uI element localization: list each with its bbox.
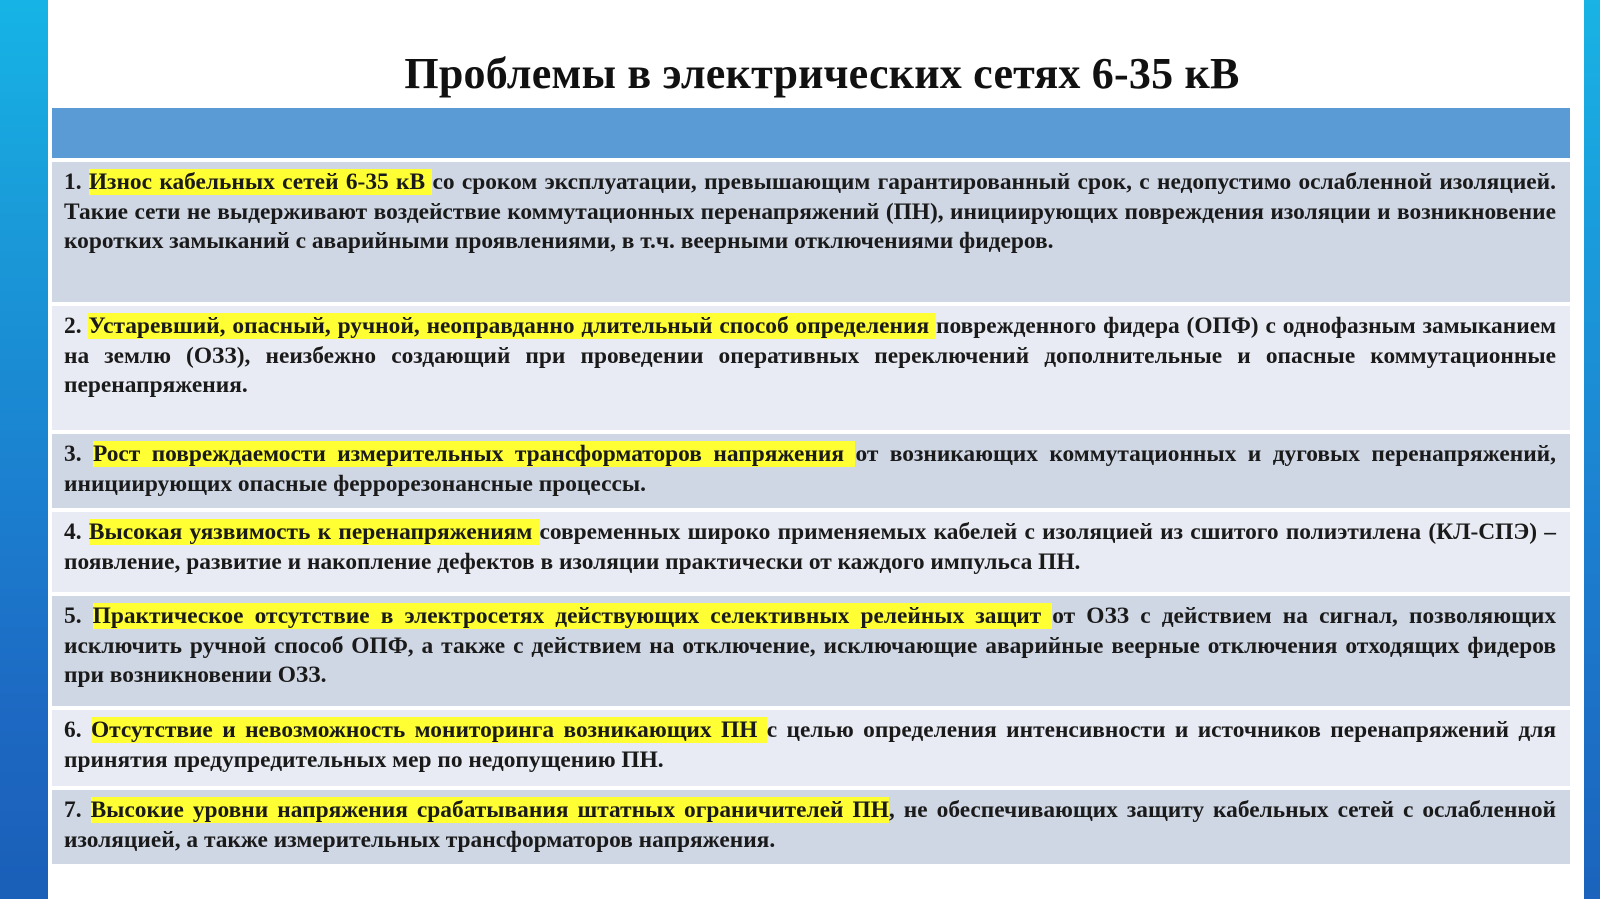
left-decor-band xyxy=(0,0,48,899)
item-text: , не обеспечивающих защиту кабельных сетей с ослабленной изоляцией, а также измерительных трансформаторов напряжения. xyxy=(64,797,1557,853)
item-highlight: Устаревший, опасный, ручной, неоправданно длительный способ определения xyxy=(88,313,937,339)
item-text: со сроком эксплуатации, превышающим гарантированный срок, с недопустимо ослабленной изоляцией. Такие сети не выдерживают воздействие коммутационных перенапряжений (ПН), инициирующих повреждения изоляции и возникновение коротких замыканий с аварийными проявлениями, в т.ч. веерными отключениями фидеров. xyxy=(64,169,1556,254)
item-number: 7. xyxy=(64,797,91,823)
item-number: 4. xyxy=(64,519,89,545)
item-text: поврежденного фидера (ОПФ) с однофазным замыканием на землю (ОЗЗ), неизбежно создающий при проведении оперативных переключений дополнительные и опасные коммутационные перенапряжения. xyxy=(64,313,1557,398)
item-number: 5. xyxy=(64,603,93,629)
problem-item-5 xyxy=(52,596,1570,706)
problem-item-4 xyxy=(52,512,1570,592)
item-text: от возникающих коммутационных и дуговых перенапряжений, инициирующих опасные феррорезонансные процессы. xyxy=(64,441,1557,497)
item-text: современных широко применяемых кабелей с изоляцией из сшитого полиэтилена (КЛ-СПЭ) – появление, развитие и накопление дефектов в изоляции практически от каждого импульса ПН. xyxy=(64,519,1557,575)
problem-item-1 xyxy=(52,162,1570,302)
item-text: от ОЗЗ с действием на сигнал, позволяющих исключить ручной способ ОПФ, а также с действием на отключение, исключающие аварийные веерные отключения отходящих фидеров при возникновении ОЗЗ. xyxy=(64,603,1557,688)
item-number: 1. xyxy=(64,169,89,195)
item-highlight: Рост повреждаемости измерительных трансформаторов напряжения xyxy=(92,441,856,467)
slide-title: Проблемы в электрических сетях 6-35 кВ xyxy=(404,49,1240,98)
item-highlight: Высокая уязвимость к перенапряжениям xyxy=(88,519,540,545)
item-number: 3. xyxy=(64,441,93,467)
item-highlight: Высокие уровни напряжения срабатывания штатных ограничителей ПН xyxy=(90,797,889,823)
header-band xyxy=(52,108,1570,158)
problem-item-6 xyxy=(52,710,1570,786)
problem-item-7 xyxy=(52,790,1570,864)
problem-item-2 xyxy=(52,306,1570,430)
item-number: 6. xyxy=(64,717,91,743)
problem-item-3 xyxy=(52,434,1570,508)
item-text: с целью определения интенсивности и источников перенапряжений для принятия предупредительных мер по недопущению ПН. xyxy=(64,717,1556,773)
item-highlight: Износ кабельных сетей 6-35 кВ xyxy=(88,169,433,195)
item-number: 2. xyxy=(64,313,89,339)
item-highlight: Отсутствие и невозможность мониторинга возникающих ПН xyxy=(90,717,767,743)
item-highlight: Практическое отсутствие в электросетях действующих селективных релейных защит xyxy=(92,603,1053,629)
right-decor-band xyxy=(1584,0,1600,899)
